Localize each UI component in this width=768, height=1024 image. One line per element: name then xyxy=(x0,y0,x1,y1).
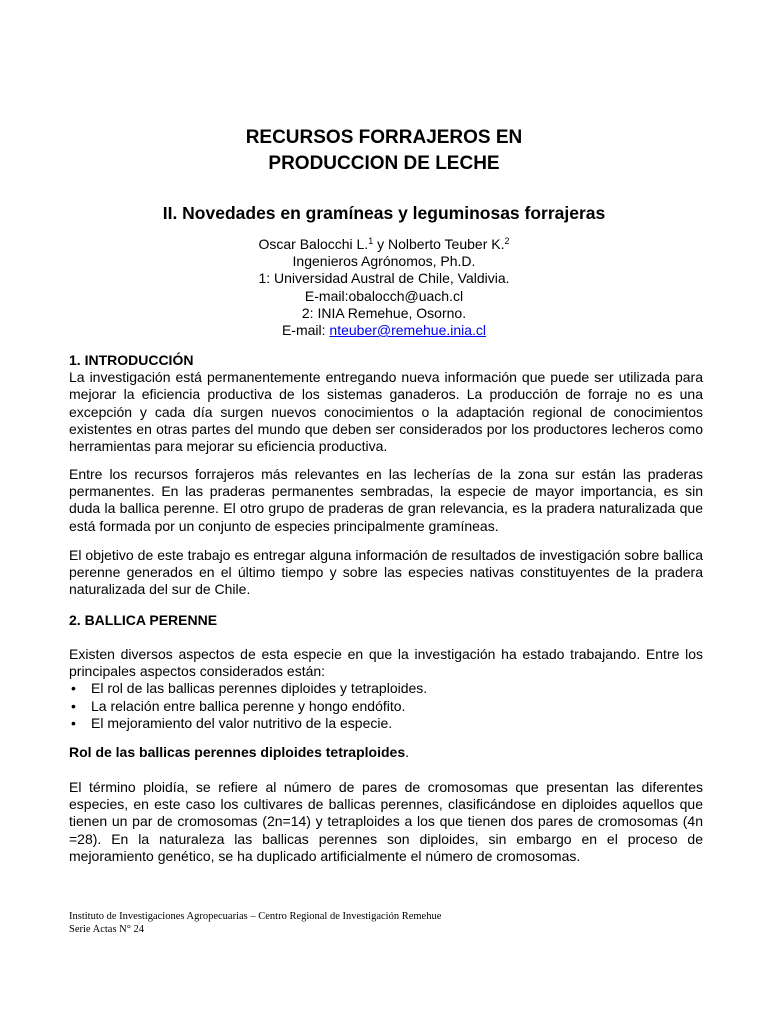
intro-paragraph-2: Entre los recursos forrajeros más relevantes en las lecherías de la zona sur están las praderas permanentes. En las praderas permanentes sembradas, la especie de mayor importancia, es sin duda la ballica perenne. El otro grupo de praderas de gran relevancia, es la pradera naturalizada que está formada por un conjunto de especies principalmente gramíneas. xyxy=(69,466,703,534)
ballica-paragraph-1: Existen diversos aspectos de esta especie en que la investigación ha estado trabajando. Entre los principales aspectos considerados están: xyxy=(69,646,703,680)
intro-paragraph-1: La investigación está permanentemente entregando nueva información que puede ser utilizada para mejorar la eficiencia productiva de los sistemas ganaderos. La producción de forraje no es una excepción y cada día surgen nuevos conocimientos o la adaptación regional de conocimientos existentes en otras partes del mundo que deben ser considerados por los productores lecheros como herramientas para mejorar su eficiencia productiva. xyxy=(69,369,703,455)
author-connector: y Nolberto Teuber K. xyxy=(373,236,505,252)
email-1: E-mail:obalocch@uach.cl xyxy=(304,287,464,304)
bullet-icon: • xyxy=(71,680,76,697)
rol-paragraph-1: El término ploidía, se refiere al número de pares de cromosomas que presentan las diferentes especies, en este caso los cultivares de ballicas perennes, clasificándose en diploides aquellos que tienen un par de cromosomas (2n=14) y tetraploides a los que tienen dos pares de cromosomas (4n =28). En la naturaleza las ballicas perennes son diploides, sin embargo en el proceso de mejoramiento genético, se ha duplicado artificialmente el número de cromosomas. xyxy=(69,779,703,864)
ballica-intro-block xyxy=(69,646,703,732)
affiliation-2: 2: INIA Remehue, Osorno. xyxy=(301,304,467,321)
author-2-sup: 2 xyxy=(504,236,510,246)
ballica-heading: 2. BALLICA PERENNE xyxy=(69,612,218,628)
author-1-sup: 1 xyxy=(368,236,374,246)
list-item xyxy=(69,698,703,715)
footer-series: Serie Actas N° 24 xyxy=(69,924,145,935)
subtitle: II. Novedades en gramíneas y leguminosas forrajeras xyxy=(162,203,606,223)
footer-institution: Instituto de Investigaciones Agropecuarias – Centro Regional de Investigación Remehue xyxy=(69,911,442,922)
section-ballica xyxy=(69,612,703,629)
email-2 xyxy=(0,322,768,339)
section-intro xyxy=(69,352,703,455)
email-2-label: E-mail: xyxy=(281,322,330,339)
author-names xyxy=(0,236,768,253)
list-item xyxy=(69,680,703,697)
rol-paragraph-block xyxy=(69,779,703,865)
title-line-2: PRODUCCION DE LECHE xyxy=(268,153,500,174)
list-item xyxy=(69,715,703,732)
intro-paragraph-2-block xyxy=(69,466,703,535)
rol-heading-block xyxy=(69,744,703,761)
page-footer xyxy=(69,910,669,936)
bullet-icon: • xyxy=(71,697,76,714)
bullet-icon: • xyxy=(71,714,76,731)
email-2-link[interactable]: nteuber@remehue.inia.cl xyxy=(329,322,487,339)
author-block xyxy=(0,236,768,339)
intro-paragraph-3-block xyxy=(69,547,703,599)
affiliation-1: 1: Universidad Austral de Chile, Valdivia. xyxy=(258,270,510,287)
ballica-bullet-list xyxy=(69,680,703,732)
rol-heading-period: . xyxy=(405,744,409,760)
rol-heading: Rol de las ballicas perennes diploides tetraploides xyxy=(69,744,406,760)
intro-heading: 1. INTRODUCCIÓN xyxy=(69,352,194,368)
author-degree: Ingenieros Agrónomos, Ph.D. xyxy=(292,253,476,270)
list-item-text: La relación entre ballica perenne y hongo endófito. xyxy=(91,697,406,714)
list-item-text: El rol de las ballicas perennes diploides y tetraploides. xyxy=(91,680,428,697)
list-item-text: El mejoramiento del valor nutritivo de la especie. xyxy=(91,714,393,731)
intro-paragraph-3: El objetivo de este trabajo es entregar alguna información de resultados de investigación sobre ballica perenne generados en el último tiempo y sobre las especies nativas constituyentes de la pradera naturalizada del sur de Chile. xyxy=(69,547,703,598)
title-line-1: RECURSOS FORRAJEROS EN xyxy=(245,127,523,148)
author-1: Oscar Balocchi L. xyxy=(258,236,369,252)
